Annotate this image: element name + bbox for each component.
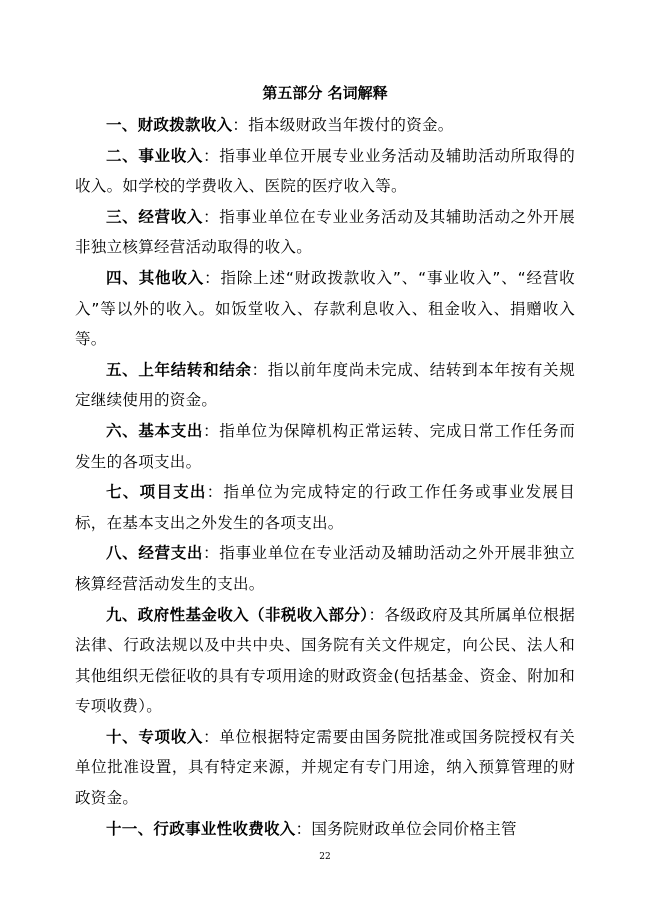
page-number: 22 bbox=[319, 852, 331, 862]
glossary-entry-7 bbox=[75, 477, 575, 538]
glossary-term: 三、经营收入 bbox=[106, 207, 204, 226]
glossary-body bbox=[75, 110, 575, 844]
glossary-term: 七、项目支出 bbox=[106, 483, 207, 502]
section-title: 第五部分 名词解释 bbox=[262, 84, 388, 102]
glossary-entry-3 bbox=[75, 202, 575, 263]
glossary-term: 一、财政拨款收入 bbox=[106, 116, 233, 134]
glossary-definition: ：指事业单位在专业活动及辅助活动之外开展非独立核算经营活动发生的支出。 bbox=[75, 544, 575, 593]
glossary-entry-5 bbox=[75, 355, 575, 416]
glossary-entry-9 bbox=[75, 600, 575, 722]
glossary-term: 二、事业收入 bbox=[106, 146, 204, 165]
glossary-entry-11 bbox=[75, 814, 575, 845]
glossary-definition: ：指本级财政当年拨付的资金。 bbox=[232, 116, 454, 134]
glossary-definition: ：指单位为保障机构正常运转、完成日常工作任务而发生的各项支出。 bbox=[75, 421, 575, 471]
glossary-definition: ：国务院财政单位会同价格主管 bbox=[295, 819, 517, 838]
glossary-definition: ：指事业单位在专业业务活动及其辅助活动之外开展非独立核算经营活动取得的收入。 bbox=[75, 207, 575, 257]
glossary-term: 十一、行政事业性收费收入 bbox=[106, 819, 296, 838]
glossary-definition: ：指单位为完成特定的行政工作任务或事业发展目标，在基本支出之外发生的各项支出。 bbox=[75, 483, 575, 532]
glossary-definition: ：各级政府及其所属单位根据法律、行政法规以及中共中央、国务院有关文件规定，向公民、法人和其他组织无偿征收的具有专项用途的财政资金(包括基金、资金、附加和专项收费）。 bbox=[75, 605, 576, 716]
glossary-definition: ：单位根据特定需要由国务院批准或国务院授权有关单位批准设置，具有特定来源，并规定有专门用途，纳入预算管理的财政资金。 bbox=[75, 727, 575, 808]
glossary-entry-10 bbox=[75, 722, 575, 814]
glossary-entry-6 bbox=[75, 416, 575, 477]
glossary-entry-8 bbox=[75, 538, 575, 599]
glossary-definition: ：指除上述“财政拨款收入”、“事业收入”、“经营收入”等以外的收入。如饭堂收入、存款利息收入、租金收入、捐赠收入等。 bbox=[75, 268, 575, 349]
glossary-term: 十、专项收入 bbox=[106, 727, 204, 746]
glossary-term: 八、经营支出 bbox=[106, 544, 204, 563]
glossary-entry-2 bbox=[75, 141, 575, 202]
glossary-definition: ：指以前年度尚未完成、结转到本年按有关规定继续使用的资金。 bbox=[75, 360, 575, 410]
glossary-term: 五、上年结转和结余 bbox=[106, 360, 252, 379]
glossary-term: 四、其他收入 bbox=[106, 268, 205, 287]
glossary-term: 九、政府性基金收入（非税收入部分） bbox=[106, 605, 369, 624]
glossary-term: 六、基本支出 bbox=[106, 421, 204, 440]
glossary-entry-1 bbox=[75, 110, 575, 141]
glossary-entry-4 bbox=[75, 263, 575, 355]
glossary-definition: ：指事业单位开展专业业务活动及辅助活动所取得的收入。如学校的学费收入、医院的医疗收入等。 bbox=[75, 146, 575, 196]
